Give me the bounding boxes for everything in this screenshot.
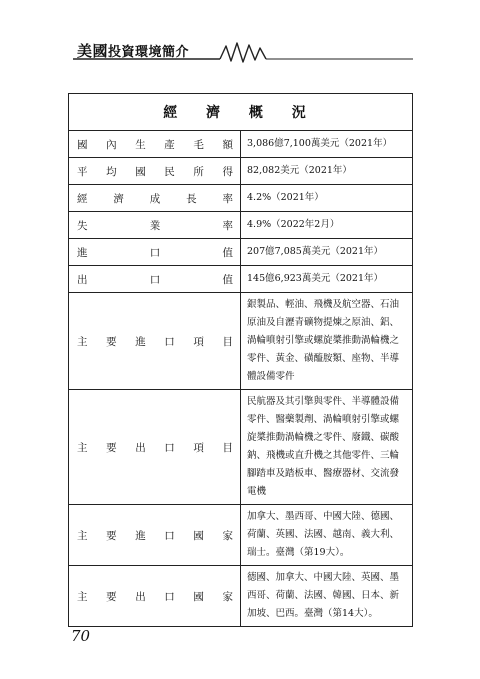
table-row xyxy=(69,131,413,158)
label-char: 家 xyxy=(222,590,233,603)
label-char: 口 xyxy=(164,335,175,348)
label-char: 均 xyxy=(106,165,117,178)
label-char: 內 xyxy=(106,138,117,151)
label-char: 國 xyxy=(193,590,204,603)
label-char: 平 xyxy=(77,165,88,178)
row-value: 加拿大、墨西哥、中國大陸、德國、荷蘭、英國、法國、越南、義大利、瑞士。臺灣（第19大）。 xyxy=(241,505,413,566)
table-row xyxy=(69,158,413,185)
label-char: 毛 xyxy=(193,138,204,151)
label-char: 主 xyxy=(77,441,88,454)
row-label xyxy=(69,293,241,390)
label-char: 業 xyxy=(149,219,161,232)
label-char: 口 xyxy=(164,529,175,542)
row-value: 民航器及其引擎與零件、半導體設備零件、醫藥製劑、渦輪噴射引擎或螺旋槳推動渦輪機之零件、廢鐵、碳酸鈉、飛機或直升機之其他零件、三輪腳踏車及踏板車、醫療器材、交流發電機 xyxy=(241,390,413,505)
label-char: 要 xyxy=(106,441,117,454)
label-char: 失 xyxy=(77,219,88,232)
row-label-text xyxy=(69,272,240,287)
label-char: 項 xyxy=(193,335,204,348)
header-title-sub: 投資環境簡介 xyxy=(108,45,190,60)
table-title: 經 濟 概 況 xyxy=(69,94,413,131)
row-label xyxy=(69,390,241,505)
label-char: 要 xyxy=(106,529,117,542)
label-char: 主 xyxy=(77,590,88,603)
label-char: 額 xyxy=(222,138,233,151)
row-label xyxy=(69,131,241,158)
row-value: 德國、加拿大、中國大陸、英國、墨西哥、荷蘭、法國、韓國、日本、新加坡、巴西。臺灣（第14大）。 xyxy=(241,566,413,627)
header-title-main: 美國 xyxy=(77,42,109,60)
table-row xyxy=(69,566,413,627)
label-char: 主 xyxy=(77,529,88,542)
page-header xyxy=(0,0,480,70)
label-char: 值 xyxy=(222,246,233,259)
label-char: 出 xyxy=(77,273,88,286)
row-label-text xyxy=(69,334,240,349)
row-value: 銀製品、輕油、飛機及航空器、石油原油及自瀝青礦物提煉之原油、鋁、渦輪噴射引擎或螺旋槳推動渦輪機之零件、黃金、磺醯胺類、座物、半導體設備零件 xyxy=(241,293,413,390)
label-char: 生 xyxy=(135,138,146,151)
label-char: 值 xyxy=(222,273,233,286)
row-label xyxy=(69,266,241,293)
label-char: 國 xyxy=(193,529,204,542)
label-char: 進 xyxy=(135,529,146,542)
label-char: 家 xyxy=(222,529,233,542)
label-char: 長 xyxy=(186,192,197,205)
row-label xyxy=(69,566,241,627)
header-pulse-line xyxy=(0,0,480,70)
label-char: 口 xyxy=(164,590,175,603)
label-char: 口 xyxy=(164,441,175,454)
row-label xyxy=(69,185,241,212)
row-value: 4.2%（2021年） xyxy=(241,185,413,212)
table-row xyxy=(69,390,413,505)
row-label-text xyxy=(69,528,240,543)
table-row xyxy=(69,185,413,212)
economic-overview-table xyxy=(68,93,413,627)
label-char: 目 xyxy=(222,441,233,454)
label-char: 率 xyxy=(222,219,233,232)
row-value: 3,086億7,100萬美元（2021年） xyxy=(241,131,413,158)
row-label-text xyxy=(69,245,240,260)
label-char: 經 xyxy=(77,192,88,205)
table-row xyxy=(69,212,413,239)
row-label-text xyxy=(69,191,240,206)
label-char: 民 xyxy=(164,165,175,178)
row-label xyxy=(69,239,241,266)
label-char: 口 xyxy=(149,246,161,259)
row-label-text xyxy=(69,164,240,179)
table-row xyxy=(69,266,413,293)
row-label-text xyxy=(69,589,240,604)
label-char: 目 xyxy=(222,335,233,348)
label-char: 出 xyxy=(135,590,146,603)
page-number: 70 xyxy=(71,627,91,645)
label-char: 所 xyxy=(193,165,204,178)
label-char: 進 xyxy=(135,335,146,348)
label-char: 濟 xyxy=(113,192,124,205)
label-char: 口 xyxy=(149,273,161,286)
label-char: 成 xyxy=(149,192,161,205)
label-char: 國 xyxy=(135,165,146,178)
row-value: 4.9%（2022年2月） xyxy=(241,212,413,239)
table-row xyxy=(69,505,413,566)
row-label xyxy=(69,158,241,185)
label-char: 出 xyxy=(135,441,146,454)
row-label-text xyxy=(69,218,240,233)
row-value: 82,082美元（2021年） xyxy=(241,158,413,185)
label-char: 要 xyxy=(106,335,117,348)
table-row xyxy=(69,239,413,266)
label-char: 主 xyxy=(77,335,88,348)
row-value: 207億7,085萬美元（2021年） xyxy=(241,239,413,266)
row-label-text xyxy=(69,440,240,455)
label-char: 產 xyxy=(164,138,175,151)
row-value: 145億6,923萬美元（2021年） xyxy=(241,266,413,293)
row-label-text xyxy=(69,137,240,152)
label-char: 進 xyxy=(77,246,88,259)
label-char: 國 xyxy=(77,138,88,151)
label-char: 要 xyxy=(106,590,117,603)
table-row xyxy=(69,293,413,390)
label-char: 項 xyxy=(193,441,204,454)
label-char: 率 xyxy=(222,192,233,205)
row-label xyxy=(69,212,241,239)
row-label xyxy=(69,505,241,566)
label-char: 得 xyxy=(222,165,233,178)
